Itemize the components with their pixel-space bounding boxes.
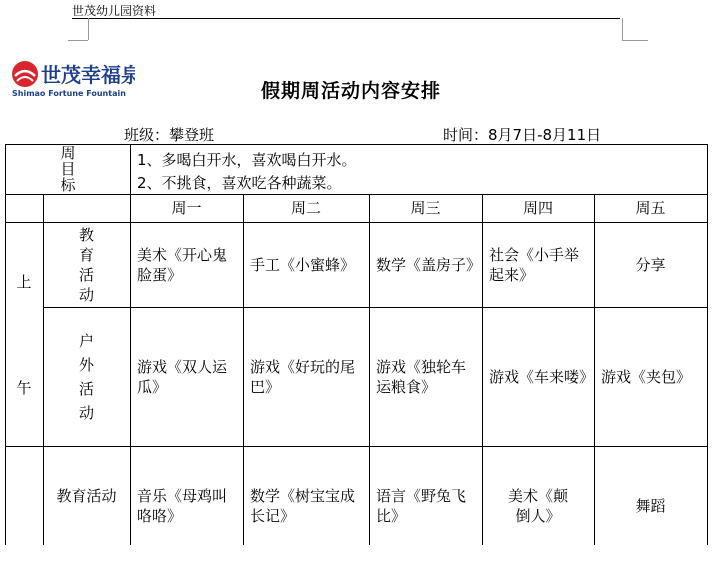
table-line [707, 144, 708, 545]
activity-cell: 手工《小蜜蜂》 [250, 255, 356, 274]
morning-label-char: 午 [16, 379, 32, 397]
day-header: 周五 [635, 199, 666, 217]
svg-text:世茂幸福泉: 世茂幸福泉 [41, 63, 135, 87]
date-range: 时间：8月7日-8月11日 [443, 126, 602, 144]
activity-cell: 游戏《车来喽》 [489, 367, 595, 386]
corner-mark-right [622, 18, 623, 40]
activity-cell: 数学《树宝宝成 长记》 [250, 487, 356, 525]
day-header: 周一 [171, 199, 202, 217]
logo-emblem-icon [10, 58, 135, 100]
activity-cell: 美术《开心鬼 脸蛋》 [137, 245, 228, 284]
activity-cell: 游戏《好玩的尾 巴》 [250, 357, 356, 396]
goal-label-char: 周 [60, 144, 76, 162]
goal-item: 1、多喝白开水，喜欢喝白开水。 [137, 151, 357, 169]
corner-mark-left [88, 18, 89, 40]
goal-label [43, 144, 93, 194]
row-label: 户 外 活 动 [78, 331, 94, 422]
goal-item: 2、不挑食，喜欢吃各种蔬菜。 [137, 174, 342, 192]
activity-cell: 数学《盖房子》 [376, 255, 482, 274]
morning-label-char: 上 [16, 273, 32, 291]
row-label: 教育活动 [56, 486, 117, 505]
day-header: 周二 [290, 199, 321, 217]
header-rule [72, 18, 620, 19]
activity-cell: 游戏《双人运 瓜》 [137, 357, 228, 396]
row-label: 教 育 活 动 [78, 225, 94, 304]
table-line [5, 144, 708, 145]
page-header-text: 世茂幼儿园资料 [72, 4, 157, 18]
corner-mark-right-h [622, 40, 648, 41]
page-title: 假期周活动内容安排 [261, 80, 442, 102]
activity-cell: 美术《颠 倒人》 [507, 487, 568, 525]
table-line [5, 144, 6, 545]
class-name: 班级：攀登班 [124, 126, 215, 144]
activity-cell: 舞蹈 [635, 497, 666, 515]
day-header: 周三 [410, 199, 441, 217]
svg-text:Shimao Fortune Fountain: Shimao Fortune Fountain [12, 89, 126, 98]
activity-cell: 音乐《母鸡叫 咯咯》 [137, 487, 228, 525]
activity-cell: 游戏《夹包》 [601, 367, 692, 386]
goal-label-char: 目 [60, 160, 76, 178]
goal-label-char: 标 [60, 176, 76, 194]
activity-cell: 分享 [635, 255, 666, 274]
day-header: 周四 [522, 199, 553, 217]
activity-cell: 语言《野兔飞 比》 [376, 487, 467, 525]
activity-cell: 游戏《独轮车 运粮食》 [376, 357, 467, 396]
activity-cell: 社会《小手举 起来》 [489, 245, 580, 284]
corner-mark-left-h [68, 40, 88, 41]
school-logo [10, 58, 135, 100]
